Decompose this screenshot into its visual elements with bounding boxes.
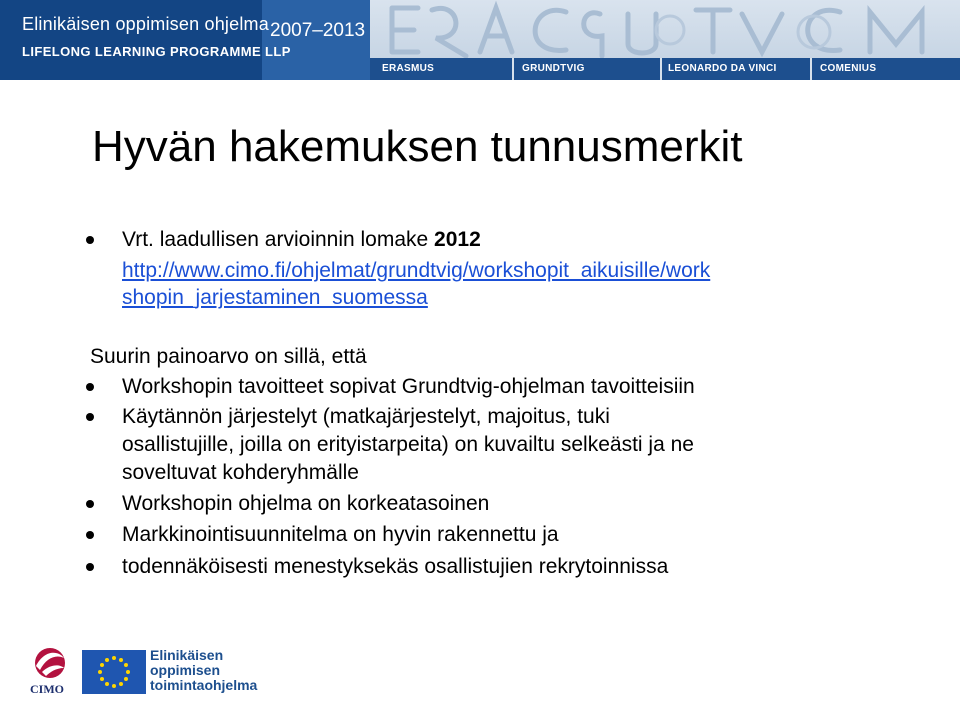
reference-year: 2012 [434,228,481,251]
bullet-dot [86,236,94,244]
criterion-arrangements-line1: Käytännön järjestelyt (matkajärjestelyt, majoitus, tuki [122,405,610,428]
bullet-dot [86,413,94,421]
eu-stars-icon [82,650,146,694]
bullet-dot [86,531,94,539]
bullet-dot [86,383,94,391]
strip-divider [810,58,812,80]
decorative-letters-graphic [370,0,960,58]
eu-programme-label [150,648,257,693]
slide-title: Hyvän hakemuksen tunnusmerkit [92,122,743,171]
criterion-programme: Workshopin ohjelma on korkeatasoinen [122,492,490,515]
banner-decorative-lettering [370,0,960,58]
program-grundtvig: GRUNDTVIG [522,63,585,74]
eu-label-line2: oppimisen [150,662,221,678]
reference-link-line2[interactable]: shopin_jarjestaminen_suomessa [122,286,428,309]
program-erasmus: ERASMUS [382,63,435,74]
criteria-intro: Suurin painoarvo on sillä, että [90,345,367,368]
programme-subtitle: LIFELONG LEARNING PROGRAMME LLP [22,44,291,59]
eu-label-line1: Elinikäisen [150,647,224,663]
reference-bullet [122,226,481,254]
header-banner [0,0,960,80]
criterion-arrangements-line2: osallistujille, joilla on erityistarpeita) on kuvailtu selkeästi ja ne [122,433,694,456]
criterion-marketing-line2: todennäköisesti menestyksekäs osallistujien rekrytoinnissa [122,555,669,578]
reference-text: Vrt. laadullisen arvioinnin lomake [122,228,435,251]
programme-years: 2007–2013 [270,20,366,41]
criterion-goals: Workshopin tavoitteet sopivat Grundtvig-ohjelman tavoitteisiin [122,375,695,398]
criterion-arrangements-line3: soveltuvat kohderyhmälle [122,461,359,484]
eu-label-line3: toimintaohjelma [150,677,258,693]
strip-divider [660,58,662,80]
reference-link-line1[interactable]: http://www.cimo.fi/ohjelmat/grundtvig/workshopit_aikuisille/work [122,259,711,282]
criterion-marketing-line1: Markkinointisuunnitelma on hyvin rakennettu ja [122,523,559,546]
bullet-dot [86,563,94,571]
programme-title: Elinikäisen oppimisen ohjelma [22,14,269,34]
eu-flag-icon [82,650,146,694]
program-strip [370,58,960,80]
program-leonardo: LEONARDO DA VINCI [668,63,777,74]
cimo-label: CIMO [30,682,64,696]
strip-divider [512,58,514,80]
banner-title-block [0,0,262,80]
bullet-dot [86,500,94,508]
program-comenius: COMENIUS [820,63,877,74]
